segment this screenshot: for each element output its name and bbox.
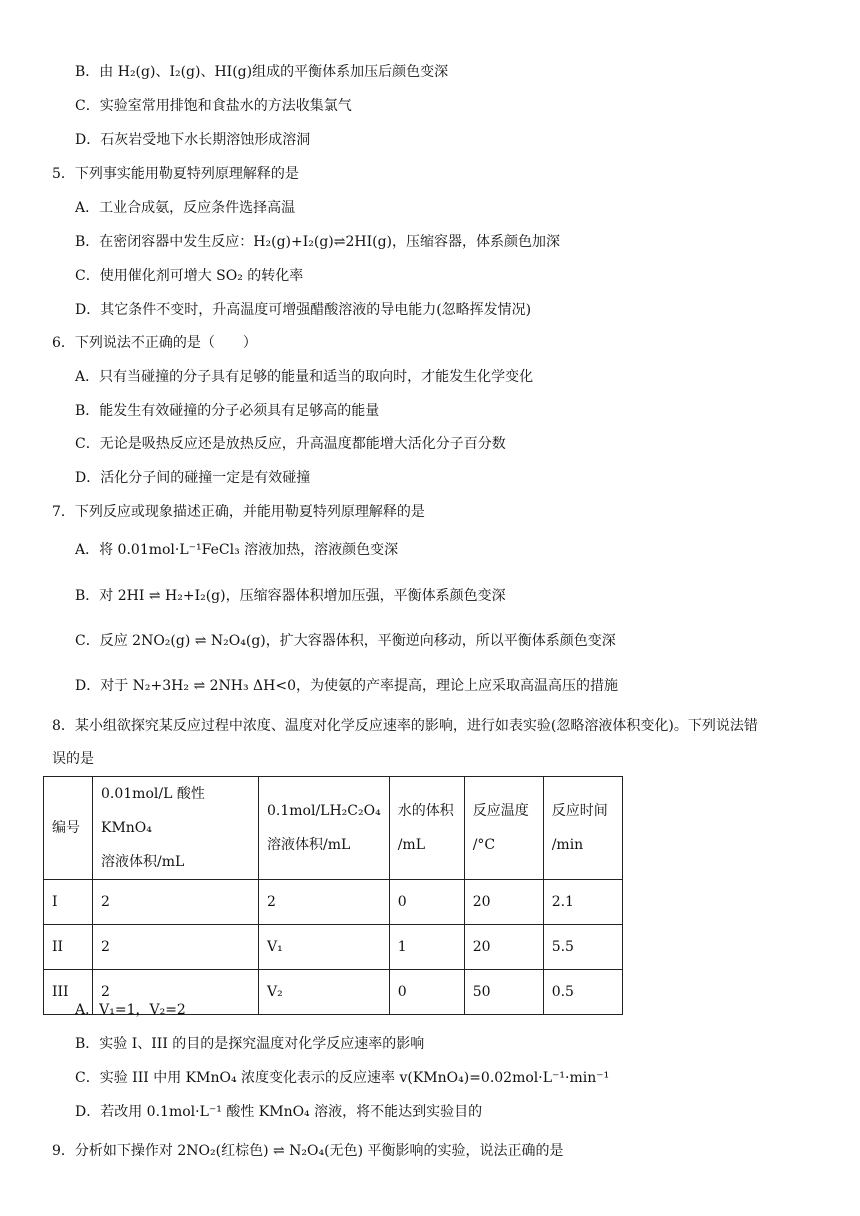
q6-option-a: A．只有当碰撞的分子具有足够的能量和适当的取向时，才能发生化学变化 — [75, 369, 534, 385]
header-cell-id: 编号 — [44, 777, 93, 880]
q5-option-c: C．使用催化剂可增大 SO₂ 的转化率 — [75, 268, 304, 284]
header-cell-temperature: 反应温度 /°C — [464, 777, 543, 880]
table-row — [44, 925, 623, 970]
q7-option-c: C．反应 2NO₂(g) ⇌ N₂O₄(g)，扩大容器体积，平衡逆向移动，所以平衡体系颜色变深 — [75, 633, 616, 649]
table-cell: 1 — [389, 925, 464, 970]
table-cell: 2 — [93, 880, 259, 925]
q5-option-b: B．在密闭容器中发生反应：H₂(g)+I₂(g)⇌2HI(g)，压缩容器，体系颜色加深 — [75, 234, 561, 250]
q6-option-c: C．无论是吸热反应还是放热反应，升高温度都能增大活化分子百分数 — [75, 436, 506, 452]
table-cell: 2.1 — [543, 880, 622, 925]
table-header-row — [44, 777, 623, 880]
q8-experiment-table — [43, 776, 623, 1015]
q6-stem: 6．下列说法不正确的是（ ） — [52, 335, 257, 351]
q5-stem: 5．下列事实能用勒夏特列原理解释的是 — [52, 166, 299, 182]
q7-option-a: A．将 0.01mol·L⁻¹FeCl₃ 溶液加热，溶液颜色变深 — [75, 542, 399, 558]
q8-option-c: C．实验 III 中用 KMnO₄ 浓度变化表示的反应速率 v(KMnO₄)=0.02mol·L⁻¹·min⁻¹ — [75, 1070, 610, 1086]
table-cell: III — [44, 970, 93, 1015]
q6-option-b: B．能发生有效碰撞的分子必须具有足够高的能量 — [75, 403, 380, 419]
table-cell: 2 — [93, 970, 259, 1015]
table-cell: 0 — [389, 880, 464, 925]
table-cell: V₂ — [259, 970, 390, 1015]
q8-option-a: A．V₁=1，V₂=2 — [75, 1002, 186, 1018]
q8-stem-line1: 8．某小组欲探究某反应过程中浓度、温度对化学反应速率的影响，进行如表实验(忽略溶液体积变化)。下列说法错 — [52, 718, 758, 734]
header-cell-time: 反应时间 /min — [543, 777, 622, 880]
q5-option-d: D．其它条件不变时，升高温度可增强醋酸溶液的导电能力(忽略挥发情况) — [75, 302, 532, 318]
table-cell: II — [44, 925, 93, 970]
q8-option-b: B．实验 I、III 的目的是探究温度对化学反应速率的影响 — [75, 1036, 425, 1052]
q4-option-d: D．石灰岩受地下水长期溶蚀形成溶洞 — [75, 132, 311, 148]
q9-stem: 9．分析如下操作对 2NO₂(红棕色) ⇌ N₂O₄(无色) 平衡影响的实验，说法正确的是 — [52, 1143, 564, 1159]
q4-option-b: B．由 H₂(g)、I₂(g)、HI(g)组成的平衡体系加压后颜色变深 — [75, 64, 449, 80]
q7-option-d: D．对于 N₂+3H₂ ⇌ 2NH₃ ΔH<0，为使氨的产率提高，理论上应采取高温高压的措施 — [75, 678, 619, 694]
table-cell: V₁ — [259, 925, 390, 970]
q4-option-c: C．实验室常用排饱和食盐水的方法收集氯气 — [75, 98, 352, 114]
table-cell: I — [44, 880, 93, 925]
table-cell: 0.5 — [543, 970, 622, 1015]
table-cell: 20 — [464, 925, 543, 970]
header-cell-kmno4: 0.01mol/L 酸性 KMnO₄ 溶液体积/mL — [93, 777, 259, 880]
table-cell: 50 — [464, 970, 543, 1015]
header-cell-h2c2o4: 0.1mol/LH₂C₂O₄ 溶液体积/mL — [259, 777, 390, 880]
table-row — [44, 880, 623, 925]
q8-stem-line2: 误的是 — [52, 751, 94, 767]
q8-option-d: D．若改用 0.1mol·L⁻¹ 酸性 KMnO₄ 溶液，将不能达到实验目的 — [75, 1104, 483, 1120]
table-cell: 0 — [389, 970, 464, 1015]
q7-option-b: B．对 2HI ⇌ H₂+I₂(g)，压缩容器体积增加压强，平衡体系颜色变深 — [75, 588, 506, 604]
table-cell: 2 — [259, 880, 390, 925]
table-cell: 20 — [464, 880, 543, 925]
table-cell: 2 — [93, 925, 259, 970]
q5-option-a: A．工业合成氨，反应条件选择高温 — [75, 200, 296, 216]
header-cell-water: 水的体积 /mL — [389, 777, 464, 880]
q7-stem: 7．下列反应或现象描述正确，并能用勒夏特列原理解释的是 — [52, 504, 425, 520]
q6-option-d: D．活化分子间的碰撞一定是有效碰撞 — [75, 470, 311, 486]
table-cell: 5.5 — [543, 925, 622, 970]
